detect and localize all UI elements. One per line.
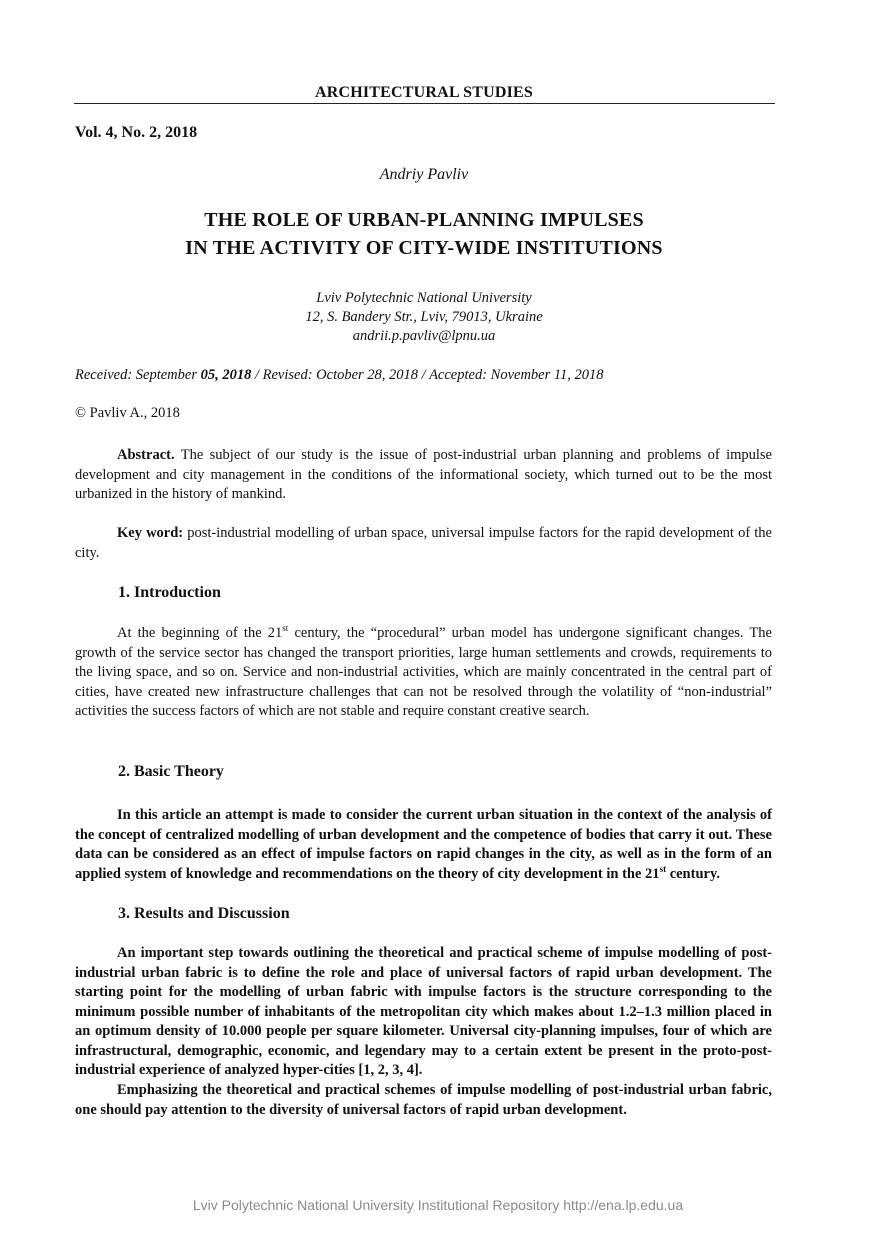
journal-name: ARCHITECTURAL STUDIES bbox=[314, 84, 534, 101]
volume-info: Vol. 4, No. 2, 2018 bbox=[75, 124, 198, 141]
theory-text-2: century. bbox=[666, 865, 721, 882]
publication-dates bbox=[75, 367, 604, 384]
keywords bbox=[75, 524, 772, 563]
institution: Lviv Polytechnic National University bbox=[316, 290, 532, 306]
section-heading-basic-theory: 2. Basic Theory bbox=[118, 763, 224, 780]
received-prefix: Received: September bbox=[75, 367, 201, 383]
author-name: Andriy Pavliv bbox=[379, 166, 469, 183]
theory-superscript: st bbox=[659, 863, 667, 874]
received-day: 05, 2018 bbox=[200, 367, 252, 383]
basic-theory-paragraph bbox=[75, 806, 772, 884]
repository-footer: Lviv Polytechnic National University Institutional Repository http://ena.lp.edu.ua bbox=[192, 1197, 684, 1213]
abstract bbox=[75, 446, 772, 505]
intro-superscript: st bbox=[282, 623, 289, 634]
title-line-1: THE ROLE OF URBAN-PLANNING IMPULSES bbox=[204, 209, 644, 231]
section-heading-results: 3. Results and Discussion bbox=[118, 905, 290, 922]
copyright: © Pavliv A., 2018 bbox=[75, 405, 180, 421]
intro-text-1: At the beginning of the 21 bbox=[117, 625, 283, 641]
introduction-paragraph bbox=[75, 624, 772, 722]
title-line-2: IN THE ACTIVITY OF CITY-WIDE INSTITUTIONS bbox=[185, 237, 663, 259]
dates-rest: / Revised: October 28, 2018 / Accepted: November 11, 2018 bbox=[251, 367, 604, 383]
email[interactable]: andrii.p.pavliv@lpnu.ua bbox=[352, 328, 496, 344]
address: 12, S. Bandery Str., Lviv, 79013, Ukraine bbox=[305, 309, 543, 325]
section-heading-introduction: 1. Introduction bbox=[118, 584, 221, 601]
affiliation bbox=[74, 289, 774, 346]
results-paragraph-1: An important step towards outlining the theoretical and practical scheme of impulse modelling of post-industrial urban fabric is to define the role and place of universal factors of rapid urban development. The starting point for the modelling of urban fabric with impulse factors is the structure corresponding to the minimum possible number of inhabitants of the metropolitan city which makes about 1.2–1.3 million placed in an optimum density of 10.000 people per square kilometer. Universal city-planning impulses, four of which are infrastructural, demographic, economic, and legendary may to a certain extent be present in the proto-post-industrial experience of analyzed hyper-cities [1, 2, 3, 4]. bbox=[75, 945, 772, 1078]
paper-title bbox=[74, 206, 774, 262]
results-paragraph-2: Emphasizing the theoretical and practical schemes of impulse modelling of post-industrial urban fabric, one should pay attention to the diversity of universal factors of rapid urban development. bbox=[75, 1082, 772, 1118]
keywords-label: Key word: bbox=[117, 525, 184, 541]
header-rule bbox=[74, 103, 775, 104]
intro-text-2: century, the “procedural” urban model has undergone significant changes. The growth of the service sector has changed the transport priorities, large human settlements and crowds, requirements to the living space, and so on. Service and non-industrial activities, which are mainly concentrated in the central part of cities, have created new infrastructure challenges that can not be resolved through the volatility of “non-industrial” activities the success factors of which are not stable and require constant creative search. bbox=[75, 625, 772, 719]
theory-text-1: In this article an attempt is made to consider the current urban situation in the context of the analysis of the concept of centralized modelling of urban development and the competence of bodies that carry it out. These data can be considered as an effect of impulse factors on rapid changes in the city, as well as in the form of an applied system of knowledge and recommendations on the theory of city development in the 21 bbox=[75, 807, 772, 882]
abstract-text: The subject of our study is the issue of post-industrial urban planning and problems of impulse development and city management in the conditions of the informational society, which turned out to be the most urbanized in the history of mankind. bbox=[75, 447, 772, 502]
abstract-label: Abstract. bbox=[117, 447, 175, 463]
keywords-text: post-industrial modelling of urban space, universal impulse factors for the rapid development of the city. bbox=[75, 525, 772, 561]
